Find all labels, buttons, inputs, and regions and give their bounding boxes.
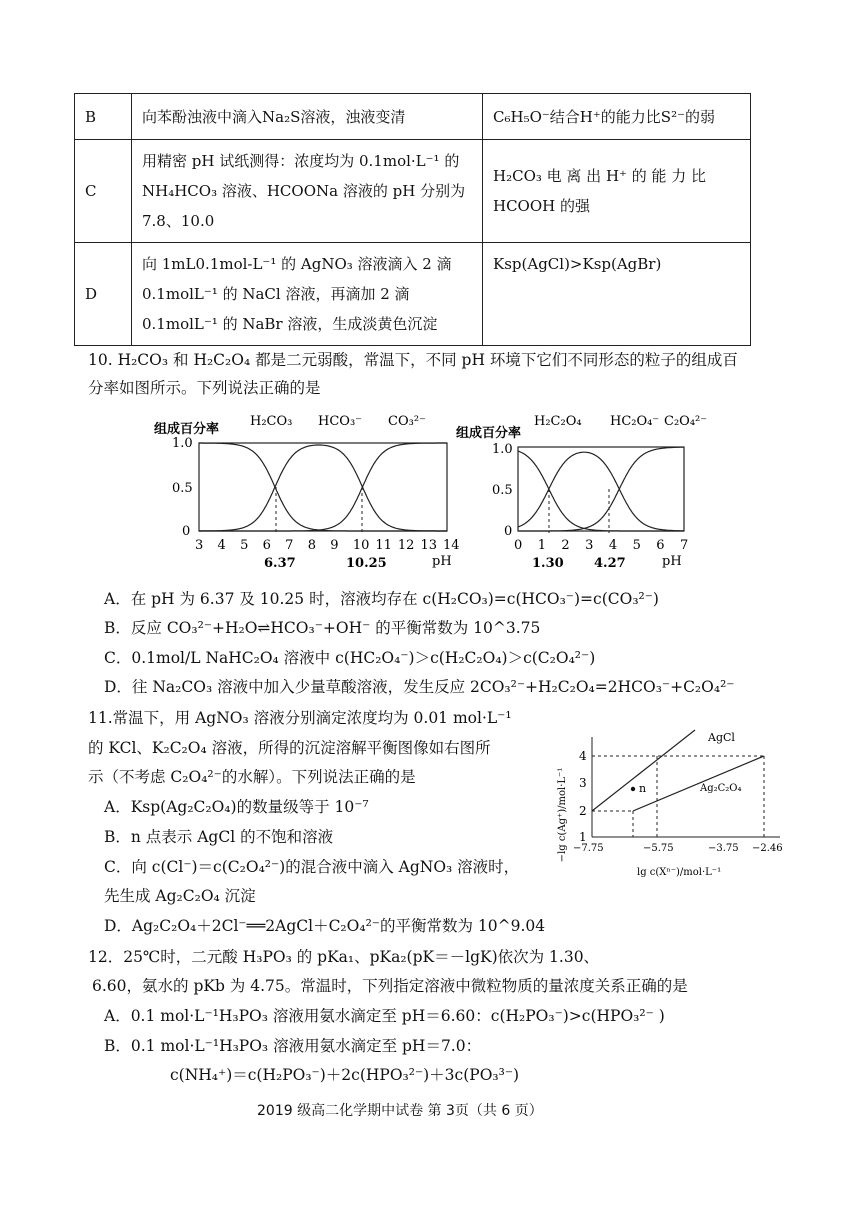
chart3-xtick: −5.75 [643, 843, 674, 854]
q11-stem-line1: 11.常温下，用 AgNO₃ 溶液分别滴定浓度均为 0.01 mol·L⁻¹ [88, 709, 512, 727]
chart2-xlabel: pH [662, 554, 682, 569]
q12-stem-line1: 12．25℃时，二元酸 H₃PO₃ 的 pKa₁、pKa₂(pK＝－lgK)依次为 1.30、 [88, 948, 600, 966]
chart-xtick-label: 10 [352, 538, 370, 553]
row-label: B [75, 94, 132, 140]
q11-option-c-cont: 先生成 Ag₂C₂O₄ 沉淀 [104, 887, 256, 905]
row-conclusion: C₆H₅O⁻结合H⁺的能力比S²⁻的弱 [483, 94, 751, 140]
q11-stem-line3: 示（不考虑 C₂O₄²⁻的水解）。下列说法正确的是 [88, 768, 416, 786]
q11-option-c: C．向 c(Cl⁻)＝c(C₂O₄²⁻)的混合液中滴入 AgNO₃ 溶液时， [104, 858, 520, 876]
chart2-mark: 4.27 [594, 556, 626, 571]
chart-xtick-label: 6 [656, 538, 665, 553]
chart-xtick-label: 3 [195, 538, 204, 553]
hco3-curve [199, 445, 447, 531]
co3-curve [199, 443, 447, 531]
q10-stem-line2: 分率如图所示。下列说法正确的是 [88, 379, 321, 397]
chart-xtick-label: 11 [375, 538, 392, 553]
q11-option-a: A．Ksp(Ag₂C₂O₄)的数量级等于 10⁻⁷ [104, 798, 369, 816]
chart3-ytick: 1 [579, 830, 587, 844]
agcl-line [592, 730, 695, 811]
q12-option-b-cont: c(NH₄⁺)＝c(H₂PO₃⁻)＋2c(HPO₃²⁻)＋3c(PO₃³⁻) [170, 1066, 520, 1084]
chart-xtick-label: 2 [561, 538, 570, 553]
chart-xtick-label: 13 [420, 538, 438, 553]
chart-xtick-label: 4 [217, 538, 226, 553]
chart1-xticks [195, 538, 460, 553]
q10-option-b: B．反应 CO₃²⁻+H₂O⇌HCO₃⁻+OH⁻ 的平衡常数为 10^3.75 [104, 619, 541, 637]
chart1-ytick: 0 [182, 524, 191, 539]
q12-option-b: B．0.1 mol·L⁻¹H₃PO₃ 溶液用氨水滴定至 pH＝7.0： [104, 1037, 482, 1055]
chart1-mark: 6.37 [264, 556, 296, 571]
q11-stem-line2: 的 KCl、K₂C₂O₄ 溶液，所得的沉淀溶解平衡图像如右图所 [88, 739, 491, 757]
table-row [75, 140, 751, 243]
n-point [631, 787, 635, 791]
chart2-ytick: 0 [504, 524, 513, 539]
chart3-xtick: −3.75 [708, 843, 739, 854]
chart-xtick-label: 7 [680, 538, 689, 553]
q11-option-b: B．n 点表示 AgCl 的不饱和溶液 [104, 828, 334, 846]
chart3-xtick: −7.75 [573, 843, 604, 854]
chart-xtick-label: 4 [608, 538, 618, 553]
q11-option-d: D．Ag₂C₂O₄＋2Cl⁻══2AgCl＋C₂O₄²⁻的平衡常数为 10^9.04 [104, 917, 546, 935]
row-desc: 向 1mL0.1mol-L⁻¹ 的 AgNO₃ 溶液滴入 2 滴 0.1molL⁻¹ 的 NaCl 溶液，再滴加 2 滴 0.1molL⁻¹ 的 NaBr 溶液，生成淡黄色沉淀 [132, 243, 483, 346]
q10-option-c: C．0.1mol/L NaHC₂O₄ 溶液中 c(HC₂O₄⁻)＞c(H₂C₂O₄)＞c(C₂O₄²⁻) [104, 649, 596, 667]
chart-xtick-label: 9 [330, 538, 339, 553]
chart2-ytick: 1.0 [492, 442, 513, 457]
row-conclusion: Ksp(AgCl)>Ksp(AgBr) [483, 243, 751, 346]
h2co3-curve [199, 443, 447, 531]
chart3-ytick: 4 [579, 749, 587, 763]
carbonate-distribution-chart [150, 405, 470, 575]
row-conclusion: H₂CO₃ 电 离 出 H⁺ 的 能 力 比 HCOOH 的强 [483, 140, 751, 243]
chart-xtick-label: 8 [307, 538, 317, 553]
chart2-mark: 1.30 [532, 556, 564, 571]
experiment-table [74, 93, 751, 346]
n-point-label: n [639, 782, 647, 795]
row-label: D [75, 243, 132, 346]
chart-xtick-label: 14 [443, 538, 460, 553]
chart1-species-1: H₂CO₃ [250, 414, 293, 429]
page-footer: 2019 级高二化学期中试卷 第 3页（共 6 页） [257, 1103, 543, 1119]
chart3-xtick: −2.46 [752, 843, 783, 854]
chart-xtick-label: 5 [632, 538, 641, 553]
chart-xtick-label: 5 [240, 538, 249, 553]
chart1-ytick: 0.5 [172, 481, 193, 496]
chart-xtick-label: 12 [397, 538, 415, 553]
chart-xtick-label: 3 [585, 538, 594, 553]
chart1-ylabel: 组成百分率 [154, 422, 220, 437]
chart3-ytick: 2 [579, 804, 587, 818]
chart2-ytick: 0.5 [492, 483, 513, 498]
q10-stem-line1: 10. H₂CO₃ 和 H₂C₂O₄ 都是二元弱酸，常温下，不同 pH 环境下它们不同形态的粒子的组成百 [88, 351, 738, 369]
q12-stem-line2: 6.60，氨水的 pKb 为 4.75。常温时，下列指定溶液中微粒物质的量浓度关系正确的是 [92, 977, 688, 995]
row-label: C [75, 140, 132, 243]
chart1-frame [199, 443, 447, 531]
row-desc: 向苯酚浊液中滴入Na₂S溶液，浊液变清 [132, 94, 483, 140]
ag2c2o4-line [633, 756, 764, 811]
chart1-species-3: CO₃²⁻ [388, 414, 426, 429]
chart2-species-2: HC₂O₄⁻ [610, 414, 660, 429]
agcl-label: AgCl [708, 731, 735, 744]
chart2-species-3: C₂O₄²⁻ [664, 414, 708, 429]
chart2-xticks [514, 538, 688, 553]
chart3-xlabel: lg c(Xⁿ⁻)/mol·L⁻¹ [637, 867, 722, 878]
chart-xtick-label: 0 [514, 538, 523, 553]
chart2-species-1: H₂C₂O₄ [534, 414, 582, 429]
chart1-mark: 10.25 [346, 556, 387, 571]
chart3-ylabel: −lg c(Ag⁺)/mol·L⁻¹ [557, 767, 568, 863]
q10-option-a: A．在 pH 为 6.37 及 10.25 时，溶液均存在 c(H₂CO₃)=c(HCO₃⁻)=c(CO₃²⁻) [104, 590, 659, 608]
table-row [75, 94, 751, 140]
chart1-ytick: 1.0 [172, 436, 193, 451]
chart-xtick-label: 6 [262, 538, 271, 553]
chart-xtick-label: 7 [285, 538, 294, 553]
q10-option-d: D．往 Na₂CO₃ 溶液中加入少量草酸溶液，发生反应 2CO₃²⁻+H₂C₂O₄=2HCO₃⁻+C₂O₄²⁻ [104, 678, 735, 696]
ag2c2o4-label: Ag₂C₂O₄ [700, 783, 742, 794]
chart2-ylabel: 组成百分率 [456, 426, 522, 441]
q12-option-a: A．0.1 mol·L⁻¹H₃PO₃ 溶液用氨水滴定至 pH＝6.60：c(H₂PO₃⁻)>c(HPO₃²⁻ ) [104, 1007, 665, 1025]
chart-xtick-label: 1 [537, 538, 546, 553]
chart1-species-2: HCO₃⁻ [318, 414, 363, 429]
oxalate-distribution-chart [452, 405, 708, 575]
precipitation-chart [545, 725, 795, 890]
row-desc: 用精密 pH 试纸测得：浓度均为 0.1mol·L⁻¹ 的 NH₄HCO₃ 溶液、HCOONa 溶液的 pH 分别为 7.8、10.0 [132, 140, 483, 243]
chart1-xlabel: pH [432, 554, 452, 569]
table-row [75, 243, 751, 346]
chart3-ytick: 3 [579, 776, 587, 790]
